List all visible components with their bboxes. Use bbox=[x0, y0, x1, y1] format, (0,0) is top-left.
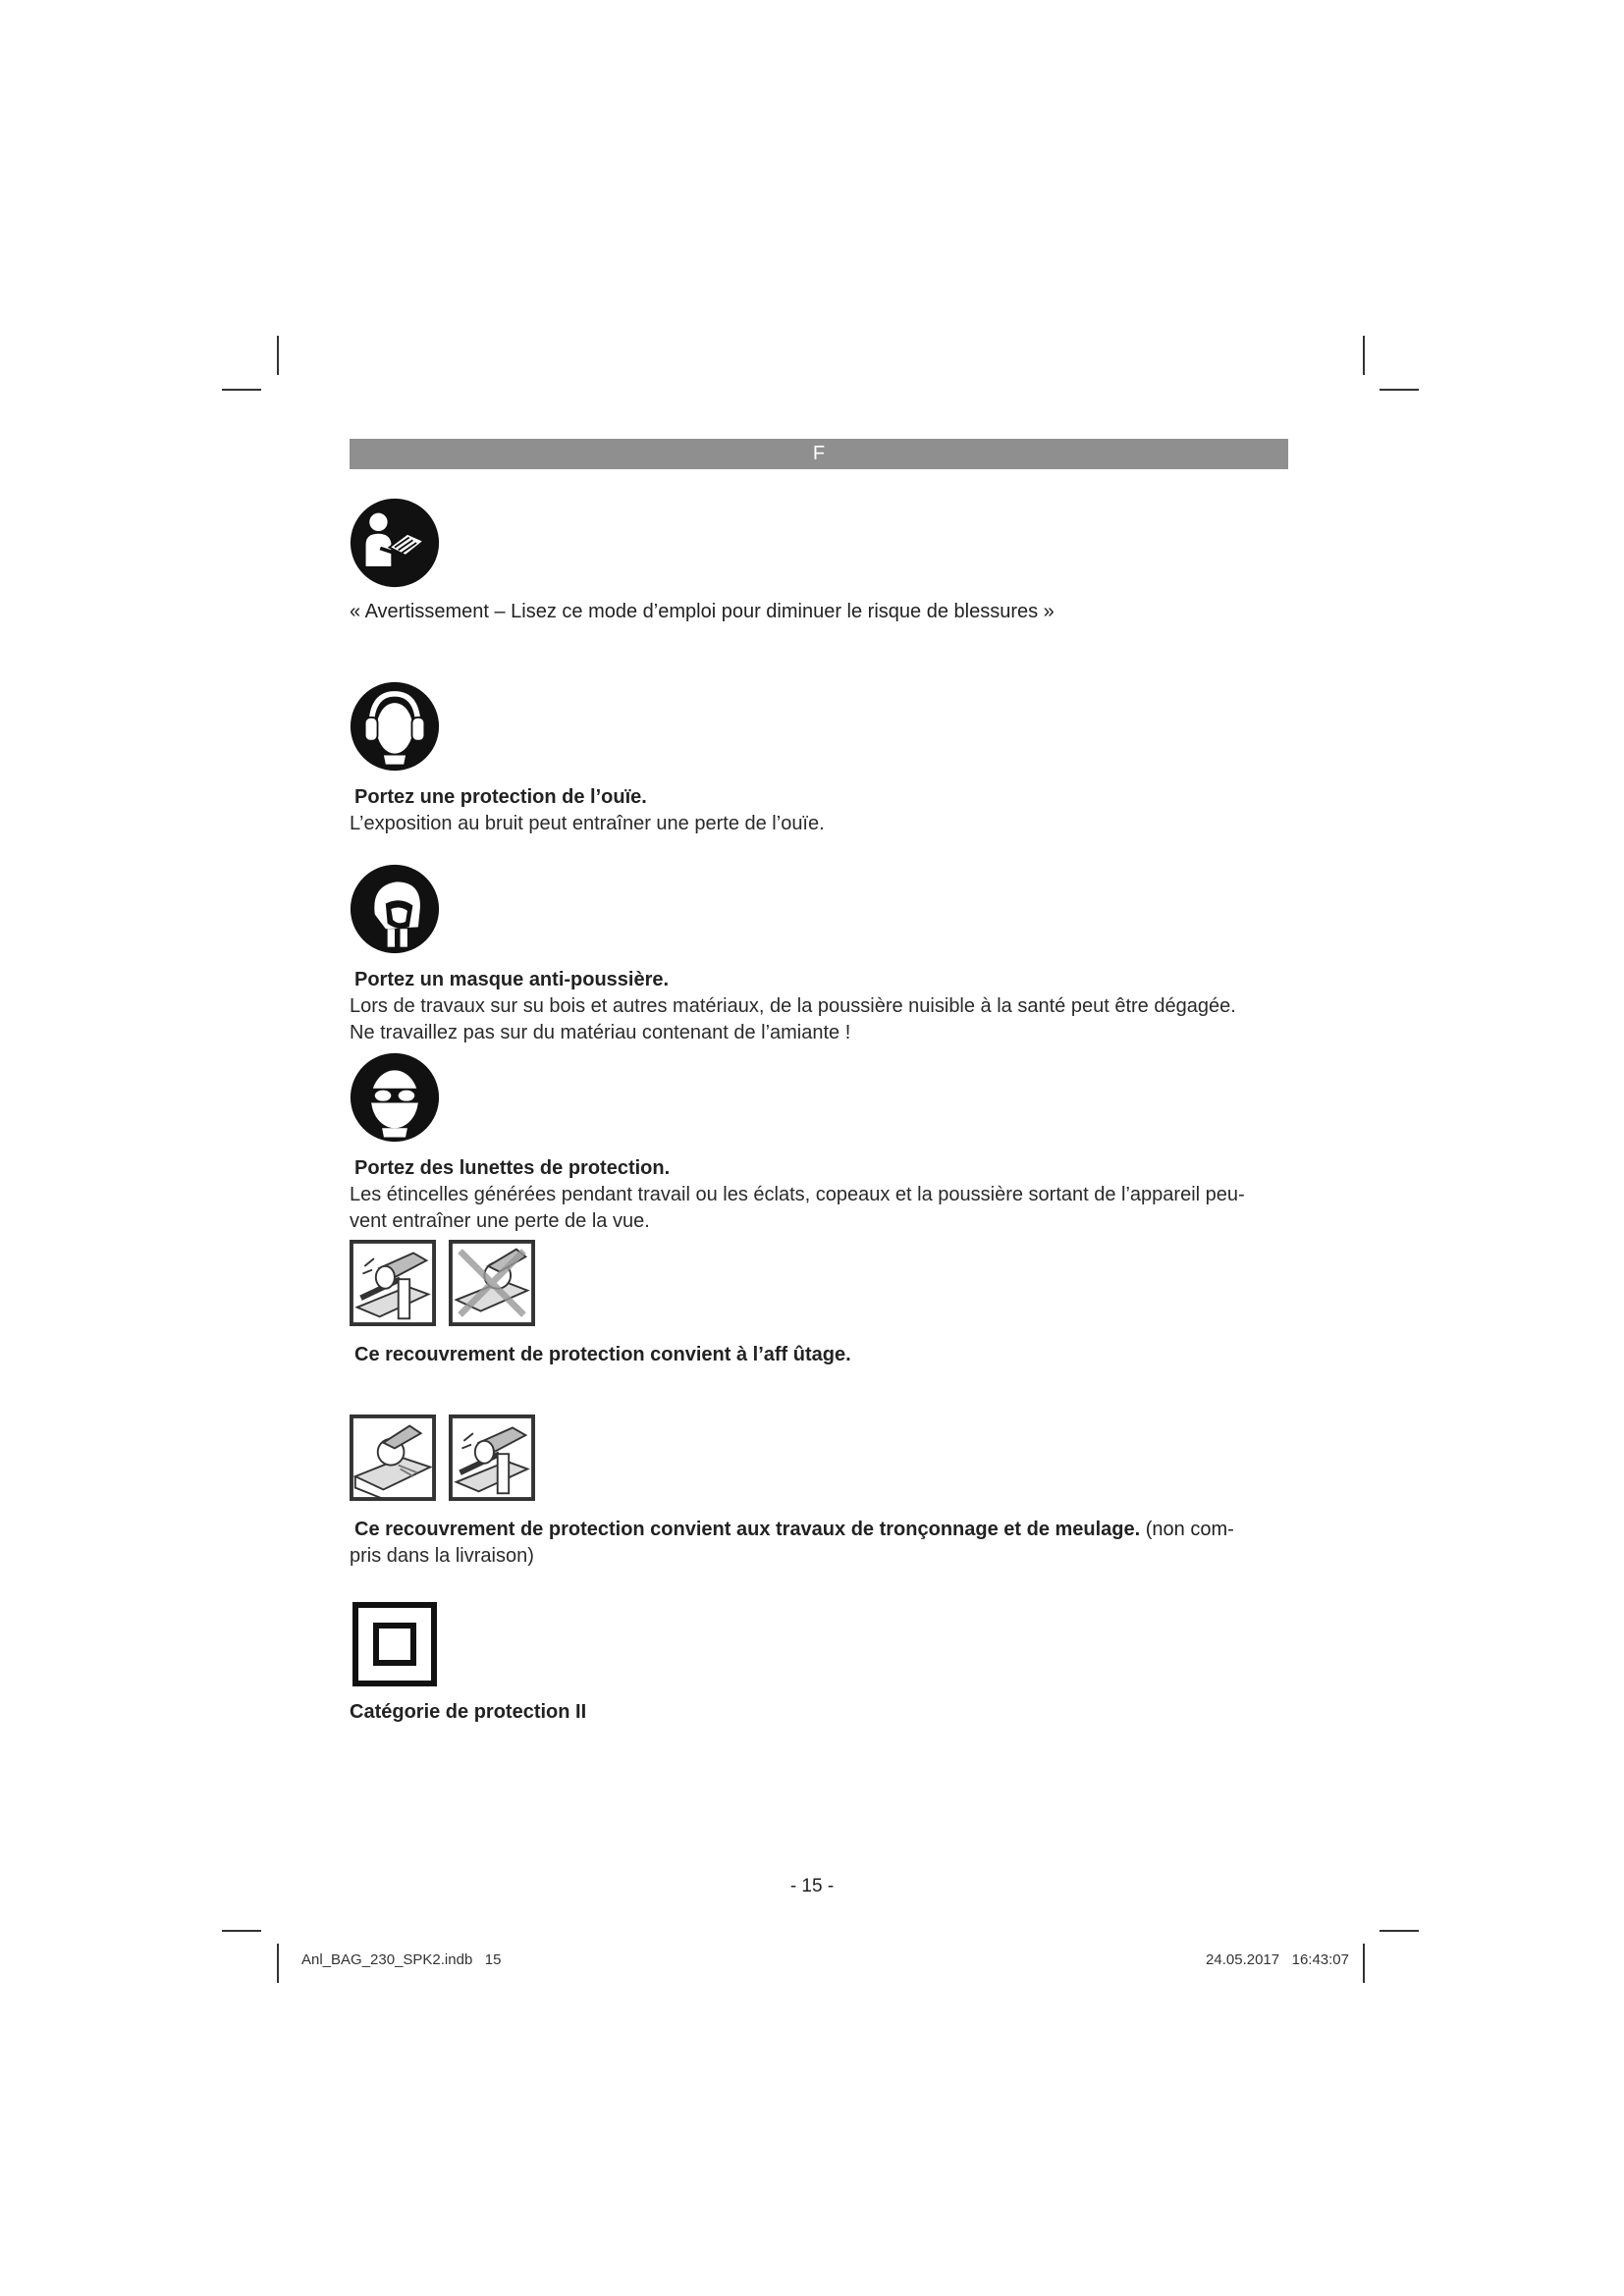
footer-file-name: Anl_BAG_230_SPK2.indb 15 bbox=[301, 1951, 502, 1968]
section-text: L’exposition au bruit peut entraîner une perte de l’ouïe. bbox=[350, 813, 825, 834]
protection-class-ii-icon bbox=[352, 1602, 437, 1686]
dust-mask-icon bbox=[350, 864, 440, 954]
section-safety-goggles bbox=[350, 1052, 1292, 1235]
section-text: Ne travaillez pas sur du matériau contenant de l’amiante ! bbox=[350, 1022, 851, 1043]
page-number: - 15 - bbox=[789, 1876, 835, 1896]
section-heading: Ce recouvrement de protection convient à l’aff ûtage. bbox=[354, 1344, 851, 1365]
crop-mark bbox=[1363, 336, 1365, 375]
read-manual-icon bbox=[350, 498, 440, 588]
ear-protection-icon bbox=[350, 681, 440, 772]
section-text: Lors de travaux sur su bois et autres matériaux, de la poussière nuisible à la santé peut être dégagée. bbox=[350, 995, 1236, 1017]
section-text: pris dans la livraison) bbox=[350, 1545, 534, 1567]
warning-caption: « Avertissement – Lisez ce mode d’emploi pour diminuer le risque de blessures » bbox=[350, 601, 1055, 622]
crop-mark bbox=[222, 1930, 261, 1932]
section-dust-mask bbox=[350, 864, 1292, 1046]
grinding-allowed-icon bbox=[350, 1240, 436, 1326]
grinding-allowed-icon bbox=[449, 1415, 535, 1501]
section-heading: Portez un masque anti-poussière. bbox=[354, 969, 670, 990]
section-guard-grinding bbox=[350, 1240, 1292, 1368]
section-ear-protection bbox=[350, 681, 1292, 837]
crop-mark bbox=[1380, 389, 1419, 391]
section-text: Les étincelles générées pendant travail ou les éclats, copeaux et la poussière sortant de l’appareil peu- bbox=[350, 1184, 1245, 1205]
crop-mark bbox=[277, 336, 279, 375]
section-heading: Portez des lunettes de protection. bbox=[354, 1157, 671, 1179]
language-tab: F bbox=[350, 439, 1288, 469]
crop-mark bbox=[1363, 1944, 1365, 1983]
cutting-not-allowed-icon bbox=[449, 1240, 535, 1326]
section-protection-class bbox=[350, 1602, 1292, 1726]
section-heading: Ce recouvrement de protection convient aux travaux de tronçonnage et de meulage. bbox=[354, 1519, 1141, 1540]
footer-timestamp: 24.05.2017 16:43:07 bbox=[1206, 1951, 1349, 1968]
section-text: vent entraîner une perte de la vue. bbox=[350, 1210, 650, 1232]
section-guard-cutting-grinding bbox=[350, 1415, 1292, 1570]
section-text bbox=[350, 1517, 1292, 1543]
section-read-manual bbox=[350, 498, 1292, 623]
safety-goggles-icon bbox=[350, 1052, 440, 1143]
crop-mark bbox=[277, 1944, 279, 1983]
section-heading-suffix: (non com- bbox=[1140, 1519, 1234, 1540]
cutting-allowed-icon bbox=[350, 1415, 436, 1501]
crop-mark bbox=[222, 389, 261, 391]
section-heading: Portez une protection de l’ouïe. bbox=[354, 786, 647, 808]
crop-mark bbox=[1380, 1930, 1419, 1932]
section-heading: Catégorie de protection II bbox=[350, 1701, 587, 1723]
